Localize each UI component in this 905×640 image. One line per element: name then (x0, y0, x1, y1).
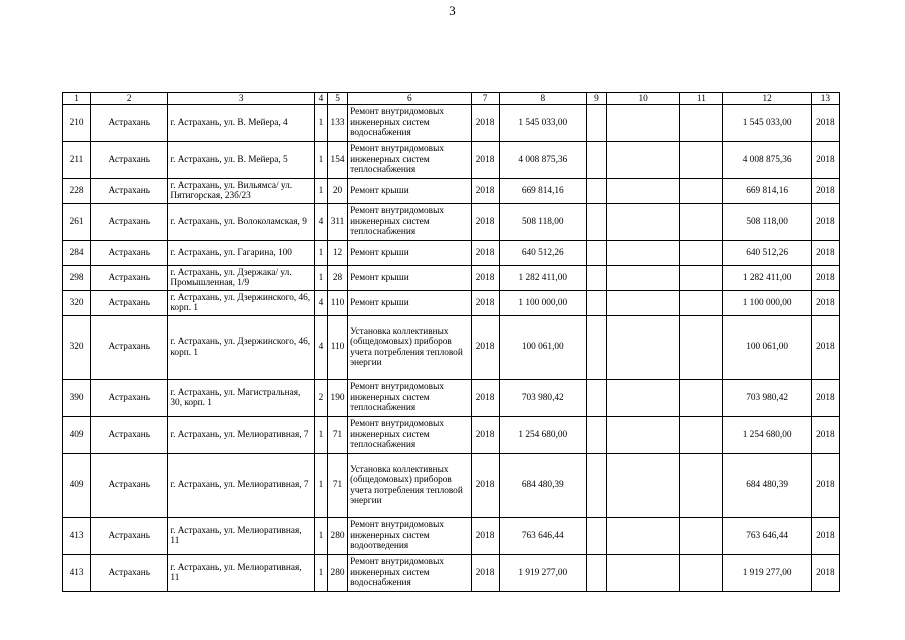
cell-apartments: 110 (328, 291, 348, 316)
cell-address: г. Астрахань, ул. Мелиоративная, 11 (168, 555, 315, 592)
cell-year-start: 2018 (471, 241, 499, 266)
column-header-11: 11 (680, 93, 723, 105)
table-row (63, 316, 840, 380)
cell-funds-federal (586, 454, 606, 518)
cell-work-type: Ремонт внутридомовых инженерных систем водоснабжения (348, 555, 471, 592)
cell-funds-federal (586, 518, 606, 555)
cell-address: г. Астрахань, ул. Дзержинского, 46, корп. 1 (168, 316, 315, 380)
cell-funds-federal (586, 179, 606, 204)
table-row (63, 266, 840, 291)
cell-funds-federal (586, 555, 606, 592)
cell-total-cost: 508 118,00 (499, 204, 586, 241)
cell-year-end: 2018 (811, 179, 839, 204)
cell-funds-federal (586, 241, 606, 266)
cell-work-type: Ремонт внутридомовых инженерных систем водоотведения (348, 518, 471, 555)
cell-floors: 1 (314, 518, 327, 555)
cell-floors: 4 (314, 316, 327, 380)
cell-funds-federal (586, 417, 606, 454)
cell-row-number: 261 (63, 204, 91, 241)
cell-year-end: 2018 (811, 380, 839, 417)
cell-funds-regional (607, 555, 680, 592)
cell-floors: 1 (314, 555, 327, 592)
cell-funds-local (680, 518, 723, 555)
repair-program-table (62, 92, 840, 592)
cell-apartments: 280 (328, 518, 348, 555)
cell-year-end: 2018 (811, 241, 839, 266)
cell-total-cost: 1 545 033,00 (499, 105, 586, 142)
cell-row-number: 320 (63, 291, 91, 316)
cell-apartments: 133 (328, 105, 348, 142)
cell-funds-local (680, 316, 723, 380)
cell-row-number: 228 (63, 179, 91, 204)
cell-funds-regional (607, 316, 680, 380)
cell-work-type: Ремонт внутридомовых инженерных систем теплоснабжения (348, 142, 471, 179)
cell-owner-funds: 1 545 033,00 (723, 105, 811, 142)
cell-floors: 4 (314, 204, 327, 241)
cell-address: г. Астрахань, ул. Волоколамская, 9 (168, 204, 315, 241)
column-header-5: 5 (328, 93, 348, 105)
column-header-6: 6 (348, 93, 471, 105)
table-row (63, 454, 840, 518)
cell-funds-federal (586, 291, 606, 316)
cell-year-end: 2018 (811, 316, 839, 380)
cell-total-cost: 1 282 411,00 (499, 266, 586, 291)
cell-year-start: 2018 (471, 142, 499, 179)
cell-total-cost: 1 254 680,00 (499, 417, 586, 454)
cell-owner-funds: 1 919 277,00 (723, 555, 811, 592)
cell-address: г. Астрахань, ул. Мелиоративная, 7 (168, 417, 315, 454)
cell-owner-funds: 1 282 411,00 (723, 266, 811, 291)
table-row (63, 142, 840, 179)
cell-funds-local (680, 105, 723, 142)
cell-address: г. Астрахань, ул. Дзержинского, 46, корп. 1 (168, 291, 315, 316)
cell-total-cost: 669 814,16 (499, 179, 586, 204)
cell-municipality: Астрахань (91, 179, 168, 204)
cell-year-end: 2018 (811, 204, 839, 241)
cell-year-end: 2018 (811, 518, 839, 555)
table-row (63, 518, 840, 555)
cell-address: г. Астрахань, ул. В. Мейера, 5 (168, 142, 315, 179)
cell-work-type: Ремонт внутридомовых инженерных систем теплоснабжения (348, 417, 471, 454)
cell-owner-funds: 508 118,00 (723, 204, 811, 241)
cell-floors: 1 (314, 142, 327, 179)
cell-row-number: 413 (63, 518, 91, 555)
cell-total-cost: 100 061,00 (499, 316, 586, 380)
cell-owner-funds: 1 254 680,00 (723, 417, 811, 454)
column-header-10: 10 (607, 93, 680, 105)
cell-total-cost: 684 480,39 (499, 454, 586, 518)
cell-funds-local (680, 291, 723, 316)
cell-work-type: Ремонт крыши (348, 179, 471, 204)
cell-funds-regional (607, 518, 680, 555)
column-header-9: 9 (586, 93, 606, 105)
cell-funds-local (680, 454, 723, 518)
cell-municipality: Астрахань (91, 380, 168, 417)
column-header-3: 3 (168, 93, 315, 105)
column-header-13: 13 (811, 93, 839, 105)
cell-funds-regional (607, 142, 680, 179)
cell-work-type: Ремонт внутридомовых инженерных систем теплоснабжения (348, 380, 471, 417)
cell-address: г. Астрахань, ул. Дзержака/ ул. Промышленная, 1/9 (168, 266, 315, 291)
cell-address: г. Астрахань, ул. Вильямса/ ул. Пятигорская, 23б/23 (168, 179, 315, 204)
cell-year-start: 2018 (471, 179, 499, 204)
cell-municipality: Астрахань (91, 266, 168, 291)
cell-year-end: 2018 (811, 266, 839, 291)
cell-address: г. Астрахань, ул. Гагарина, 100 (168, 241, 315, 266)
cell-municipality: Астрахань (91, 291, 168, 316)
cell-total-cost: 640 512,26 (499, 241, 586, 266)
cell-year-end: 2018 (811, 142, 839, 179)
cell-year-end: 2018 (811, 291, 839, 316)
column-header-4: 4 (314, 93, 327, 105)
cell-address: г. Астрахань, ул. В. Мейера, 4 (168, 105, 315, 142)
column-header-1: 1 (63, 93, 91, 105)
table-row (63, 241, 840, 266)
cell-owner-funds: 763 646,44 (723, 518, 811, 555)
column-header-2: 2 (91, 93, 168, 105)
cell-row-number: 210 (63, 105, 91, 142)
cell-row-number: 390 (63, 380, 91, 417)
cell-total-cost: 4 008 875,36 (499, 142, 586, 179)
cell-total-cost: 763 646,44 (499, 518, 586, 555)
cell-apartments: 20 (328, 179, 348, 204)
cell-apartments: 154 (328, 142, 348, 179)
page-number: 3 (449, 3, 456, 18)
cell-funds-federal (586, 316, 606, 380)
cell-funds-regional (607, 454, 680, 518)
cell-row-number: 409 (63, 417, 91, 454)
cell-municipality: Астрахань (91, 204, 168, 241)
cell-funds-regional (607, 179, 680, 204)
cell-municipality: Астрахань (91, 316, 168, 380)
cell-year-start: 2018 (471, 266, 499, 291)
cell-work-type: Ремонт внутридомовых инженерных систем водоснабжения (348, 105, 471, 142)
cell-floors: 1 (314, 417, 327, 454)
cell-year-start: 2018 (471, 316, 499, 380)
cell-floors: 2 (314, 380, 327, 417)
cell-funds-regional (607, 105, 680, 142)
cell-floors: 4 (314, 291, 327, 316)
cell-row-number: 211 (63, 142, 91, 179)
cell-apartments: 71 (328, 417, 348, 454)
cell-year-end: 2018 (811, 454, 839, 518)
cell-row-number: 298 (63, 266, 91, 291)
cell-work-type: Установка коллективных (общедомовых) приборов учета потребления тепловой энергии (348, 454, 471, 518)
cell-funds-federal (586, 266, 606, 291)
column-header-7: 7 (471, 93, 499, 105)
cell-funds-local (680, 204, 723, 241)
cell-work-type: Ремонт крыши (348, 266, 471, 291)
cell-funds-regional (607, 204, 680, 241)
cell-owner-funds: 684 480,39 (723, 454, 811, 518)
cell-year-end: 2018 (811, 105, 839, 142)
cell-row-number: 409 (63, 454, 91, 518)
cell-apartments: 28 (328, 266, 348, 291)
cell-apartments: 190 (328, 380, 348, 417)
cell-municipality: Астрахань (91, 555, 168, 592)
cell-municipality: Астрахань (91, 518, 168, 555)
column-header-8: 8 (499, 93, 586, 105)
cell-year-start: 2018 (471, 555, 499, 592)
cell-funds-local (680, 380, 723, 417)
cell-row-number: 284 (63, 241, 91, 266)
cell-floors: 1 (314, 266, 327, 291)
cell-year-start: 2018 (471, 105, 499, 142)
cell-work-type: Ремонт внутридомовых инженерных систем теплоснабжения (348, 204, 471, 241)
cell-year-end: 2018 (811, 417, 839, 454)
cell-row-number: 413 (63, 555, 91, 592)
cell-funds-regional (607, 417, 680, 454)
cell-address: г. Астрахань, ул. Мелиоративная, 7 (168, 454, 315, 518)
table-row (63, 105, 840, 142)
table-row (63, 380, 840, 417)
cell-municipality: Астрахань (91, 142, 168, 179)
cell-owner-funds: 669 814,16 (723, 179, 811, 204)
cell-funds-regional (607, 291, 680, 316)
cell-funds-regional (607, 241, 680, 266)
table-row (63, 555, 840, 592)
cell-funds-federal (586, 380, 606, 417)
cell-funds-local (680, 241, 723, 266)
cell-floors: 1 (314, 105, 327, 142)
cell-funds-regional (607, 380, 680, 417)
cell-floors: 1 (314, 454, 327, 518)
cell-funds-local (680, 142, 723, 179)
cell-total-cost: 1 919 277,00 (499, 555, 586, 592)
cell-address: г. Астрахань, ул. Мелиоративная, 11 (168, 518, 315, 555)
cell-funds-federal (586, 142, 606, 179)
cell-row-number: 320 (63, 316, 91, 380)
table-row (63, 204, 840, 241)
cell-year-start: 2018 (471, 380, 499, 417)
column-header-12: 12 (723, 93, 811, 105)
cell-municipality: Астрахань (91, 454, 168, 518)
cell-year-start: 2018 (471, 518, 499, 555)
cell-funds-local (680, 179, 723, 204)
table-row (63, 291, 840, 316)
table-row (63, 179, 840, 204)
cell-apartments: 110 (328, 316, 348, 380)
table-header-row (63, 93, 840, 105)
cell-total-cost: 703 980,42 (499, 380, 586, 417)
cell-year-start: 2018 (471, 454, 499, 518)
cell-year-start: 2018 (471, 204, 499, 241)
cell-funds-local (680, 266, 723, 291)
cell-work-type: Ремонт крыши (348, 291, 471, 316)
cell-municipality: Астрахань (91, 417, 168, 454)
cell-owner-funds: 1 100 000,00 (723, 291, 811, 316)
cell-floors: 1 (314, 241, 327, 266)
cell-total-cost: 1 100 000,00 (499, 291, 586, 316)
cell-funds-local (680, 417, 723, 454)
cell-funds-federal (586, 105, 606, 142)
cell-apartments: 311 (328, 204, 348, 241)
cell-municipality: Астрахань (91, 241, 168, 266)
cell-owner-funds: 640 512,26 (723, 241, 811, 266)
cell-municipality: Астрахань (91, 105, 168, 142)
cell-apartments: 71 (328, 454, 348, 518)
cell-work-type: Установка коллективных (общедомовых) приборов учета потребления тепловой энергии (348, 316, 471, 380)
cell-funds-federal (586, 204, 606, 241)
cell-year-start: 2018 (471, 417, 499, 454)
cell-funds-local (680, 555, 723, 592)
cell-apartments: 280 (328, 555, 348, 592)
cell-owner-funds: 4 008 875,36 (723, 142, 811, 179)
cell-floors: 1 (314, 179, 327, 204)
cell-address: г. Астрахань, ул. Магистральная, 30, корп. 1 (168, 380, 315, 417)
cell-owner-funds: 100 061,00 (723, 316, 811, 380)
table-row (63, 417, 840, 454)
cell-apartments: 12 (328, 241, 348, 266)
cell-work-type: Ремонт крыши (348, 241, 471, 266)
cell-owner-funds: 703 980,42 (723, 380, 811, 417)
cell-year-end: 2018 (811, 555, 839, 592)
cell-year-start: 2018 (471, 291, 499, 316)
cell-funds-regional (607, 266, 680, 291)
